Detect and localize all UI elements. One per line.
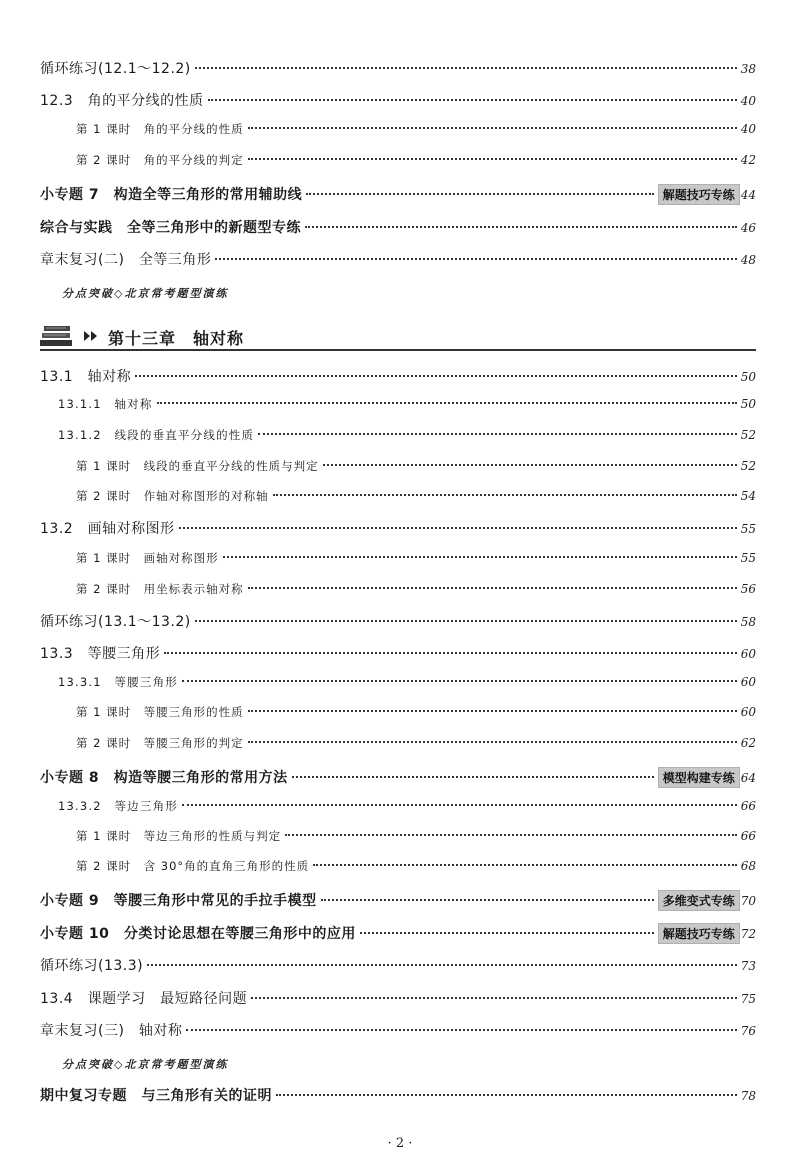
toc-entry[interactable] (76, 488, 756, 504)
toc-entry[interactable] (58, 427, 756, 443)
toc-entry[interactable] (76, 581, 756, 597)
dot-leader (258, 433, 737, 435)
dot-leader (182, 680, 737, 682)
toc-entry[interactable] (40, 58, 756, 78)
toc-entry-title: 章末复习(二) 全等三角形 (40, 252, 212, 268)
toc-entry[interactable] (40, 890, 756, 911)
topic-tag: 解题技巧专练 (658, 184, 740, 205)
toc-entry[interactable] (76, 458, 756, 474)
toc-entry-page: 38 (740, 62, 756, 76)
toc-entry-page: 42 (740, 153, 756, 167)
dot-leader (215, 258, 736, 260)
toc-entry-page: 78 (740, 1089, 756, 1103)
toc-entry-page: 40 (740, 94, 756, 108)
toc-entry-page: 55 (740, 522, 756, 536)
toc-entry-page: 68 (740, 859, 756, 873)
toc-entry[interactable] (40, 988, 756, 1008)
dot-leader (164, 652, 737, 654)
toc-entry-title: 综合与实践 全等三角形中的新题型专练 (40, 220, 301, 236)
toc-entry-title: 13.4 课题学习 最短路径问题 (40, 991, 248, 1007)
toc-entry-title: 第 1 课时 线段的垂直平分线的性质与判定 (76, 459, 319, 473)
toc-entry-title: 第 2 课时 含 30°角的直角三角形的性质 (76, 859, 310, 873)
toc-entry-page: 44 (740, 188, 756, 202)
toc-entry[interactable] (40, 217, 756, 237)
toc-entry[interactable] (58, 798, 756, 814)
page-number: · 2 · (387, 1136, 413, 1151)
toc-entry-title: 13.1.2 线段的垂直平分线的性质 (58, 428, 255, 442)
toc-entry[interactable] (40, 518, 756, 538)
toc-entry-page: 70 (740, 894, 756, 908)
toc-entry-page: 73 (740, 959, 756, 973)
chapter-title: 第十三章 轴对称 (108, 329, 245, 348)
toc-entry-page: 75 (740, 992, 756, 1006)
toc-entry-title: 13.1.1 轴对称 (58, 397, 153, 411)
toc-entry[interactable] (40, 249, 756, 269)
dot-leader (306, 193, 654, 195)
toc-entry-title: 循环练习(13.1～13.2) (40, 614, 191, 630)
dot-leader (248, 158, 737, 160)
toc-entry[interactable] (76, 858, 756, 874)
toc-entry-page: 52 (740, 459, 756, 473)
toc-entry-page: 60 (740, 705, 756, 719)
toc-entry-title: 12.3 角的平分线的性质 (40, 93, 204, 109)
toc-entry-title: 第 1 课时 等腰三角形的性质 (76, 705, 244, 719)
toc-entry-page: 52 (740, 428, 756, 442)
dot-leader (157, 402, 737, 404)
toc-entry-title: 章末复习(三) 轴对称 (40, 1023, 183, 1039)
toc-entry[interactable] (76, 152, 756, 168)
chapter-rule (40, 349, 756, 351)
topic-tag: 多维变式专练 (658, 890, 740, 911)
toc-entry[interactable] (40, 643, 756, 663)
dot-leader (321, 899, 654, 901)
dot-leader (251, 997, 737, 999)
toc-entry-page: 40 (740, 122, 756, 136)
toc-entry-page: 64 (740, 771, 756, 785)
toc-entry[interactable] (40, 90, 756, 110)
dot-leader (248, 587, 737, 589)
dot-leader (273, 494, 737, 496)
toc-entry-title: 循环练习(13.3) (40, 958, 144, 974)
toc-entry-page: 50 (740, 397, 756, 411)
toc-entry-title: 循环练习(12.1～12.2) (40, 61, 191, 77)
toc-entry-title: 小专题 10 分类讨论思想在等腰三角形中的应用 (40, 926, 356, 942)
toc-entry-title: 小专题 7 构造全等三角形的常用辅助线 (40, 187, 303, 203)
dot-leader (182, 804, 737, 806)
toc-entry-title: 13.2 画轴对称图形 (40, 521, 175, 537)
toc-entry-title: 第 2 课时 作轴对称图形的对称轴 (76, 489, 269, 503)
toc-entry[interactable] (58, 396, 756, 412)
toc-entry-page: 60 (740, 647, 756, 661)
dot-leader (135, 375, 737, 377)
dot-leader (248, 710, 737, 712)
toc-entry-title: 第 2 课时 用坐标表示轴对称 (76, 582, 244, 596)
dot-leader (323, 464, 737, 466)
dot-leader (186, 1029, 736, 1031)
dot-leader (313, 864, 737, 866)
dot-leader (248, 741, 737, 743)
toc-entry[interactable] (76, 550, 756, 566)
toc-entry-page: 58 (740, 615, 756, 629)
toc-entry[interactable] (76, 828, 756, 844)
toc-entry[interactable] (76, 735, 756, 751)
toc-entry-title: 13.3.1 等腰三角形 (58, 675, 178, 689)
toc-entry-page: 66 (740, 829, 756, 843)
toc-entry[interactable] (40, 1085, 756, 1105)
dot-leader (285, 834, 737, 836)
toc-entry-title: 小专题 9 等腰三角形中常见的手拉手模型 (40, 893, 317, 909)
dot-leader (305, 226, 737, 228)
toc-entry-title: 13.1 轴对称 (40, 369, 132, 385)
sub-note: 分点突破◇北京常考题型演练 (62, 287, 229, 300)
dot-leader (195, 67, 737, 69)
toc-entry[interactable] (40, 1020, 756, 1040)
dot-leader (179, 527, 737, 529)
toc-entry-page: 72 (740, 927, 756, 941)
dot-leader (208, 99, 737, 101)
toc-entry-page: 48 (740, 253, 756, 267)
toc-entry[interactable] (76, 121, 756, 137)
toc-entry[interactable] (58, 674, 756, 690)
toc-entry-page: 50 (740, 370, 756, 384)
topic-tag: 解题技巧专练 (658, 923, 740, 944)
toc-entry-title: 13.3.2 等边三角形 (58, 799, 178, 813)
dot-leader (292, 776, 654, 778)
toc-entry-page: 76 (740, 1024, 756, 1038)
toc-entry[interactable] (40, 184, 756, 205)
toc-entry-title: 第 2 课时 等腰三角形的判定 (76, 736, 244, 750)
toc-entry[interactable] (40, 366, 756, 386)
double-arrow-icon (84, 331, 98, 341)
toc-entry[interactable] (40, 611, 756, 631)
topic-tag: 模型构建专练 (658, 767, 740, 788)
book-stack-icon (40, 325, 76, 349)
dot-leader (276, 1094, 737, 1096)
toc-entry-page: 54 (740, 489, 756, 503)
dot-leader (360, 932, 654, 934)
toc-entry-page: 66 (740, 799, 756, 813)
sub-note: 分点突破◇北京常考题型演练 (62, 1058, 229, 1071)
toc-entry-title: 13.3 等腰三角形 (40, 646, 161, 662)
dot-leader (195, 620, 737, 622)
toc-entry-page: 55 (740, 551, 756, 565)
toc-entry[interactable] (40, 767, 756, 788)
toc-entry[interactable] (76, 704, 756, 720)
dot-leader (147, 964, 737, 966)
toc-entry-page: 56 (740, 582, 756, 596)
toc-entry-page: 46 (740, 221, 756, 235)
toc-entry-page: 62 (740, 736, 756, 750)
toc-entry[interactable] (40, 955, 756, 975)
toc-entry-title: 小专题 8 构造等腰三角形的常用方法 (40, 770, 288, 786)
toc-entry-title: 第 1 课时 等边三角形的性质与判定 (76, 829, 282, 843)
toc-entry-title: 第 2 课时 角的平分线的判定 (76, 153, 244, 167)
dot-leader (248, 127, 737, 129)
toc-entry[interactable] (40, 923, 756, 944)
toc-entry-title: 期中复习专题 与三角形有关的证明 (40, 1088, 272, 1104)
toc-entry-title: 第 1 课时 角的平分线的性质 (76, 122, 244, 136)
dot-leader (223, 556, 737, 558)
toc-entry-page: 60 (740, 675, 756, 689)
toc-entry-title: 第 1 课时 画轴对称图形 (76, 551, 219, 565)
chapter-header (40, 325, 756, 353)
